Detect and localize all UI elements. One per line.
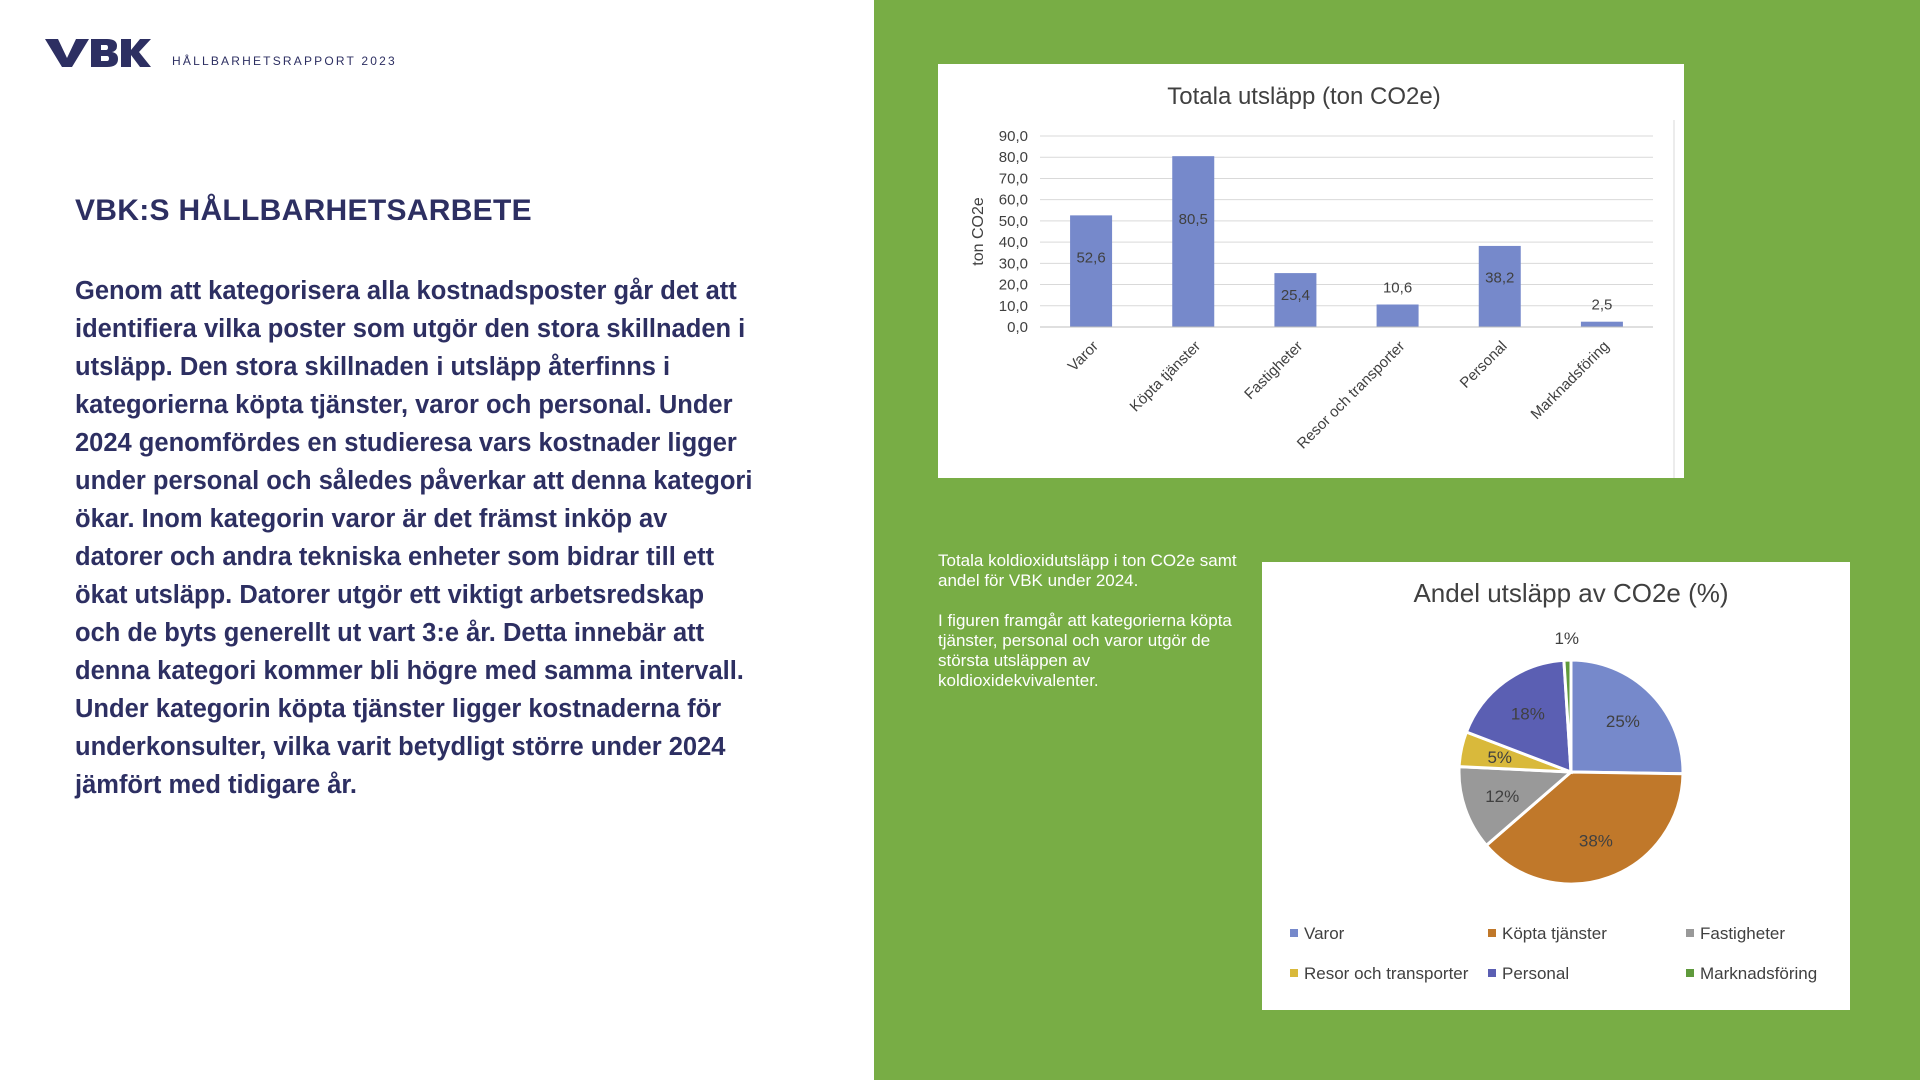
y-tick-label: 10,0 bbox=[998, 297, 1028, 315]
y-tick-label: 0,0 bbox=[1007, 319, 1028, 336]
legend-label: Varor bbox=[1304, 924, 1345, 943]
vbk-logo bbox=[45, 36, 151, 68]
y-tick-label: 40,0 bbox=[998, 234, 1028, 252]
legend-label: Fastigheter bbox=[1700, 924, 1786, 943]
y-tick-label: 60,0 bbox=[998, 191, 1028, 209]
bar-chart-card bbox=[938, 64, 1684, 478]
pie-data-label: 25% bbox=[1605, 711, 1640, 731]
data-label: 52,6 bbox=[1076, 249, 1106, 267]
body-paragraph: Genom att kategorisera alla kostnadsposter går det att identifiera vilka poster som utgör den stora skillnaden i utsläpp. Den stora skillnaden i utsläpp återfinns i kategorierna köpta tjänster, varor och personal. Under 2024 genomfördes en studieresa vars kostnader ligger under personal och således påverkar att denna kategori ökar. Inom kategorin varor är det främst inköp av datorer och andra tekniska enheter som bidrar till ett ökat utsläpp. Datorer utgör ett viktigt arbetsredskap och de byts generellt ut vart 3:e år. Detta innebär att denna kategori kommer bli högre med samma intervall. Under kategorin köpta tjänster ligger kostnaderna för underkonsulter, vilka varit betydligt större under 2024 jämfört med tidigare år. bbox=[75, 277, 753, 799]
y-tick-label: 50,0 bbox=[998, 212, 1028, 230]
pie-data-label: 1% bbox=[1554, 629, 1580, 649]
x-tick-label: Marknadsföring bbox=[1527, 337, 1613, 423]
y-axis-label: ton CO2e bbox=[970, 197, 987, 266]
bar-chart bbox=[938, 64, 1684, 478]
pie-chart bbox=[1262, 562, 1850, 1010]
pie-chart-title: Andel utsläpp av CO2e (%) bbox=[1413, 578, 1729, 608]
bar bbox=[1172, 156, 1214, 327]
legend-swatch bbox=[1488, 969, 1496, 977]
y-tick-label: 80,0 bbox=[998, 149, 1028, 167]
legend-swatch bbox=[1686, 969, 1694, 977]
page-title: VBK:S HÅLLBARHETSARBETE bbox=[75, 194, 532, 227]
chart-caption bbox=[938, 551, 1238, 711]
y-tick-label: 30,0 bbox=[998, 255, 1028, 273]
bar-chart-title: Totala utsläpp (ton CO2e) bbox=[1167, 83, 1441, 110]
x-tick-label: Personal bbox=[1456, 337, 1511, 392]
bar bbox=[1070, 215, 1112, 327]
y-tick-label: 70,0 bbox=[998, 170, 1028, 188]
legend-label: Köpta tjänster bbox=[1502, 924, 1607, 943]
data-label: 38,2 bbox=[1485, 269, 1515, 287]
pie-data-label: 18% bbox=[1510, 704, 1545, 724]
text-panel bbox=[0, 0, 874, 1080]
data-label: 2,5 bbox=[1591, 296, 1613, 314]
bar bbox=[1377, 305, 1419, 327]
legend-label: Resor och transporter bbox=[1304, 964, 1469, 983]
pie-data-label: 12% bbox=[1485, 786, 1520, 806]
report-label: HÅLLBARHETSRAPPORT 2023 bbox=[172, 54, 397, 68]
pie-chart-card bbox=[1262, 562, 1850, 1010]
legend-swatch bbox=[1686, 929, 1694, 937]
data-label: 10,6 bbox=[1382, 279, 1413, 297]
x-tick-label: Fastigheter bbox=[1241, 337, 1307, 403]
x-tick-label: Köpta tjänster bbox=[1126, 337, 1205, 416]
legend-swatch bbox=[1290, 929, 1298, 937]
data-label: 25,4 bbox=[1280, 286, 1311, 304]
bar bbox=[1479, 246, 1521, 327]
legend-label: Marknadsföring bbox=[1700, 964, 1818, 983]
pie-data-label: 5% bbox=[1487, 748, 1513, 768]
legend-swatch bbox=[1290, 969, 1298, 977]
data-label: 80,5 bbox=[1178, 210, 1208, 228]
pie-data-label: 38% bbox=[1578, 831, 1613, 851]
bar bbox=[1581, 322, 1623, 327]
y-tick-label: 20,0 bbox=[998, 276, 1028, 294]
x-tick-label: Resor och transporter bbox=[1293, 337, 1409, 453]
legend-label: Personal bbox=[1502, 964, 1570, 983]
y-tick-label: 90,0 bbox=[998, 128, 1028, 145]
x-tick-label: Varor bbox=[1064, 337, 1102, 375]
caption-line-1: Totala koldioxidutsläpp i ton CO2e samt andel för VBK under 2024. bbox=[938, 551, 1237, 590]
caption-line-2: I figuren framgår att kategorierna köpta tjänster, personal och varor utgör de största utsläppen av koldioxidekvivalenter. bbox=[938, 611, 1232, 690]
legend-swatch bbox=[1488, 929, 1496, 937]
